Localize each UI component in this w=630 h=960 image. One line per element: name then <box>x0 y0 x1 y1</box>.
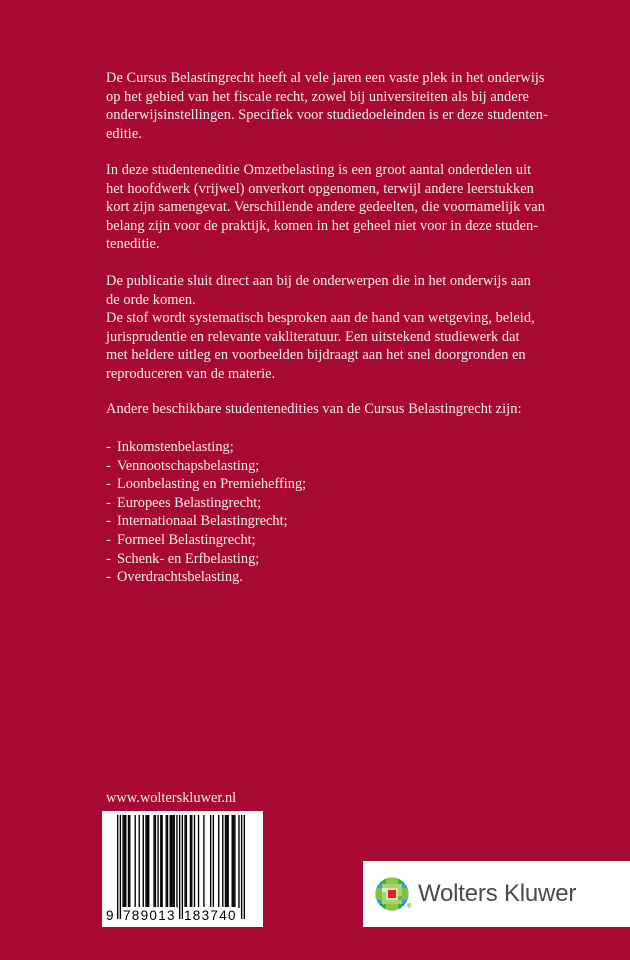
list-item <box>106 568 306 587</box>
list-item <box>106 438 306 457</box>
text-line: De Cursus Belastingrecht heeft al vele jaren een vaste plek in het onderwijs <box>106 70 545 86</box>
publication-paragraph <box>106 272 576 384</box>
text-line: De publicatie sluit direct aan bij de onderwerpen die in het onderwijs aan <box>106 273 531 289</box>
text-line: met heldere uitleg en voorbeelden bijdraagt aan het snel doorgronden en <box>106 347 526 364</box>
edition-description-paragraph <box>106 161 576 254</box>
barcode-bars <box>117 815 245 920</box>
text-line: In deze studenteneditie Omzetbelasting is een groot aantal onderdelen uit <box>106 162 532 178</box>
dash-bullet: - <box>106 531 111 548</box>
text-line: teneditie. <box>106 236 160 253</box>
dash-bullet: - <box>106 457 111 474</box>
list-item-label: Vennootschapsbelasting; <box>117 457 260 474</box>
text-line: De stof wordt systematisch besproken aan de hand van wetgeving, beleid, <box>106 310 535 327</box>
text-line: het hoofdwerk (vrijwel) onverkort opgenomen, terwijl andere leerstukken <box>106 180 534 197</box>
text-line: onderwijsinstellingen. Specifiek voor studiedoeleinden is er deze studenten- <box>106 107 548 124</box>
registered-mark: ® <box>407 904 412 910</box>
barcode-first-digit: 9 <box>106 908 114 923</box>
list-item-label: Formeel Belastingrecht; <box>117 531 256 548</box>
list-item <box>106 457 306 476</box>
publisher-website: www.wolterskluwer.nl <box>106 790 237 806</box>
list-item <box>106 494 306 513</box>
intro-paragraph <box>106 69 576 143</box>
list-item <box>106 531 306 550</box>
list-item-label: Inkomstenbelasting; <box>117 439 234 455</box>
text-line: jurisprudentie en relevante vakliteratuur. Een uitstekend studiewerk dat <box>106 328 520 345</box>
barcode-digits <box>102 907 263 925</box>
dash-bullet: - <box>106 494 111 511</box>
text-line: de orde komen. <box>106 291 196 308</box>
other-editions-intro <box>106 400 576 419</box>
list-item <box>106 475 306 494</box>
text-line: belang zijn voor de praktijk, komen in het geheel niet voor in deze studen- <box>106 217 539 234</box>
wolters-kluwer-globe-icon <box>375 877 412 911</box>
list-item-label: Schenk- en Erfbelasting; <box>117 550 260 567</box>
other-editions-list <box>106 438 306 587</box>
text-line: op het gebied van het fiscale recht, zowel bij universiteiten als bij andere <box>106 88 529 105</box>
publisher-name: Wolters Kluwer <box>418 880 577 907</box>
list-item <box>106 550 306 569</box>
list-item-label: Europees Belastingrecht; <box>117 494 262 511</box>
dash-bullet: - <box>106 513 111 530</box>
dash-bullet: - <box>106 550 111 567</box>
text-line: kort zijn samengevat. Verschillende andere gedeelten, die voornamelijk van <box>106 199 545 216</box>
dash-bullet: - <box>106 476 111 493</box>
list-item-label: Internationaal Belastingrecht; <box>117 513 288 530</box>
list-item <box>106 512 306 531</box>
list-item-label: Overdrachtsbelasting. <box>117 569 243 586</box>
barcode-right-digits: 183740 <box>184 908 237 923</box>
publisher-logo <box>363 861 630 927</box>
text-line: editie. <box>106 125 142 142</box>
text-line: reproduceren van de materie. <box>106 365 276 382</box>
dash-bullet: - <box>106 439 111 455</box>
list-item-label: Loonbelasting en Premieheffing; <box>117 476 307 493</box>
isbn-barcode <box>102 811 263 927</box>
barcode-left-digits: 789013 <box>123 908 176 923</box>
dash-bullet: - <box>106 569 111 586</box>
list-intro-text: Andere beschikbare studentenedities van de Cursus Belastingrecht zijn: <box>106 401 522 417</box>
